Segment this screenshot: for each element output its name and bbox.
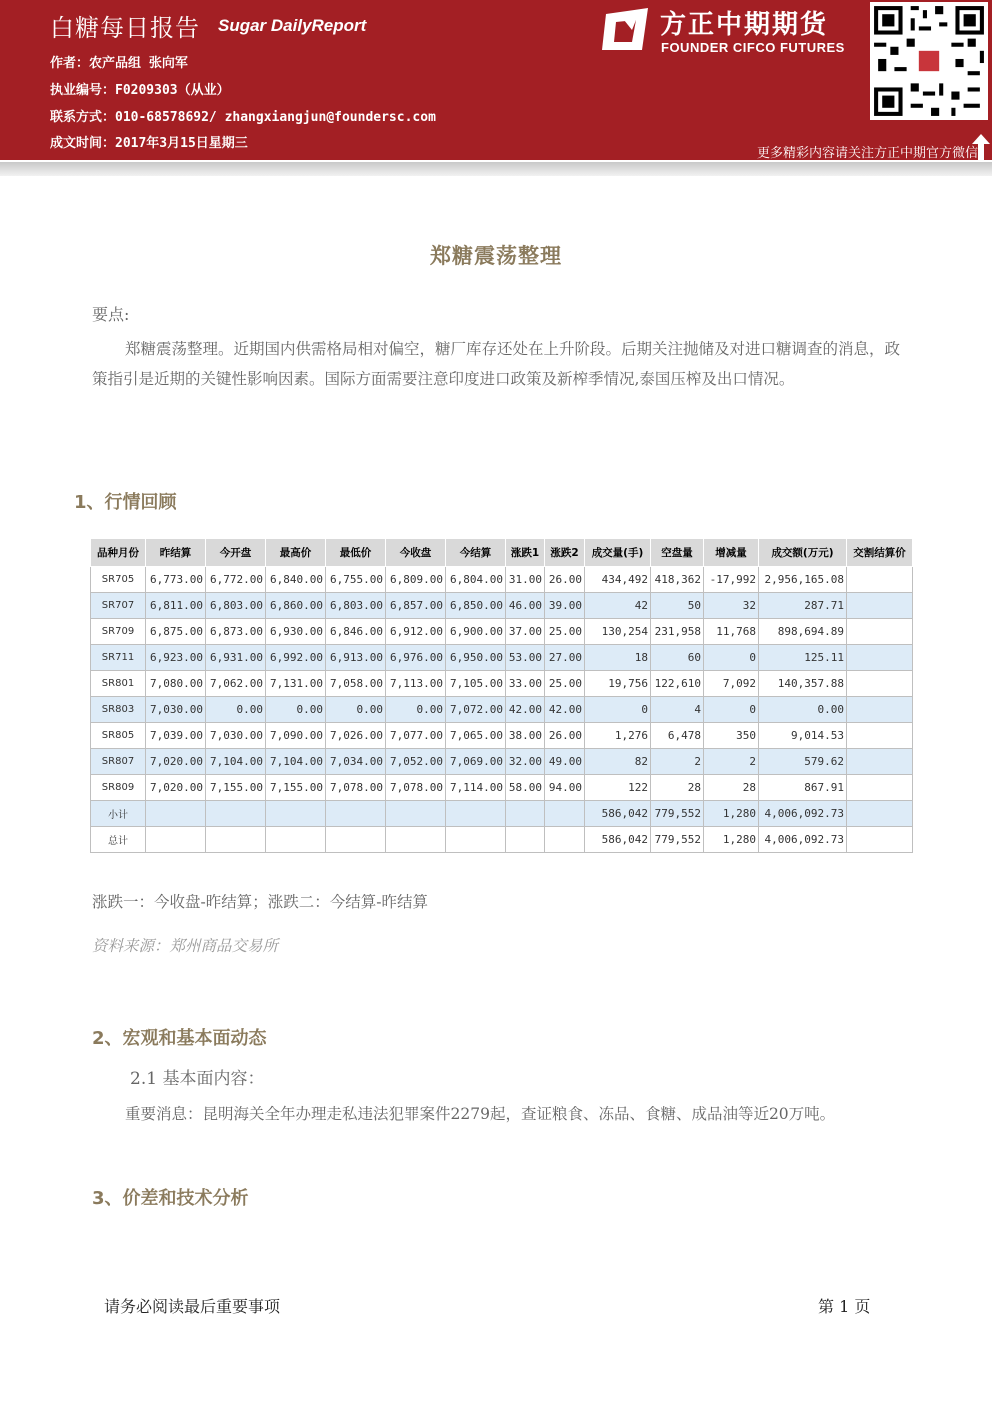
contract-cell: SR805 bbox=[91, 723, 146, 749]
table-cell: -17,992 bbox=[704, 567, 759, 593]
table-header-cell: 涨跌1 bbox=[506, 539, 545, 567]
table-cell: 0 bbox=[704, 645, 759, 671]
table-cell: 6,478 bbox=[651, 723, 704, 749]
table-header-cell: 最低价 bbox=[326, 539, 386, 567]
founder-logo-icon bbox=[602, 4, 652, 54]
table-header-cell: 交割结算价 bbox=[847, 539, 913, 567]
table-cell: 418,362 bbox=[651, 567, 704, 593]
report-title: 白糖每日报告 bbox=[50, 14, 200, 42]
doc-title: 郑糖震荡整理 bbox=[430, 244, 562, 268]
table-cell: 7,113.00 bbox=[386, 671, 446, 697]
table-cell bbox=[326, 801, 386, 827]
table-header-cell: 今结算 bbox=[446, 539, 506, 567]
change-definition-note: 涨跌一：今收盘-昨结算；涨跌二：今结算-昨结算 bbox=[92, 893, 428, 911]
table-row bbox=[91, 671, 913, 697]
table-cell: 27.00 bbox=[545, 645, 585, 671]
table-cell bbox=[146, 827, 206, 853]
table-header-cell: 今收盘 bbox=[386, 539, 446, 567]
contract-cell: SR801 bbox=[91, 671, 146, 697]
table-row bbox=[91, 801, 913, 827]
contact-line: 联系方式：010-68578692/ zhangxiangjun@foundersc.com bbox=[50, 110, 436, 125]
table-cell: 26.00 bbox=[545, 723, 585, 749]
table-cell bbox=[506, 827, 545, 853]
table-cell: 0.00 bbox=[206, 697, 266, 723]
table-header-row bbox=[91, 539, 913, 567]
quotes-table bbox=[90, 538, 913, 853]
table-row bbox=[91, 749, 913, 775]
table-cell: 2,956,165.08 bbox=[759, 567, 847, 593]
table-cell bbox=[266, 801, 326, 827]
table-cell: 19,756 bbox=[585, 671, 651, 697]
table-cell: 7,155.00 bbox=[266, 775, 326, 801]
table-cell bbox=[847, 645, 913, 671]
table-cell bbox=[146, 801, 206, 827]
header-divider bbox=[0, 162, 992, 176]
table-cell: 6,755.00 bbox=[326, 567, 386, 593]
table-cell: 7,069.00 bbox=[446, 749, 506, 775]
table-cell: 6,809.00 bbox=[386, 567, 446, 593]
table-cell: 6,900.00 bbox=[446, 619, 506, 645]
table-cell bbox=[206, 801, 266, 827]
contract-cell: SR709 bbox=[91, 619, 146, 645]
logo-chinese: 方正中期期货 bbox=[660, 10, 829, 40]
table-cell: 122 bbox=[585, 775, 651, 801]
table-cell: 586,042 bbox=[585, 827, 651, 853]
table-cell: 122,610 bbox=[651, 671, 704, 697]
table-cell bbox=[847, 697, 913, 723]
table-cell: 898,694.89 bbox=[759, 619, 847, 645]
table-cell: 1,280 bbox=[704, 801, 759, 827]
table-header-cell: 昨结算 bbox=[146, 539, 206, 567]
table-cell: 7,077.00 bbox=[386, 723, 446, 749]
table-cell bbox=[847, 619, 913, 645]
table-cell: 6,923.00 bbox=[146, 645, 206, 671]
table-cell: 7,104.00 bbox=[266, 749, 326, 775]
license-line: 执业编号：F0209303（从业） bbox=[50, 83, 230, 98]
table-cell: 38.00 bbox=[506, 723, 545, 749]
data-source: 资料来源：郑州商品交易所 bbox=[92, 937, 279, 955]
table-row bbox=[91, 645, 913, 671]
table-cell: 4 bbox=[651, 697, 704, 723]
table-cell: 6,992.00 bbox=[266, 645, 326, 671]
table-cell: 7,155.00 bbox=[206, 775, 266, 801]
table-cell: 33.00 bbox=[506, 671, 545, 697]
table-cell bbox=[545, 801, 585, 827]
table-cell: 7,026.00 bbox=[326, 723, 386, 749]
table-header-cell: 空盘量 bbox=[651, 539, 704, 567]
table-cell bbox=[386, 801, 446, 827]
table-cell: 42 bbox=[585, 593, 651, 619]
table-cell: 2 bbox=[704, 749, 759, 775]
author-line: 作者：农产品组 张向军 bbox=[50, 56, 188, 71]
table-cell: 4,006,092.73 bbox=[759, 801, 847, 827]
table-cell: 6,912.00 bbox=[386, 619, 446, 645]
table-cell: 37.00 bbox=[506, 619, 545, 645]
table-cell: 7,078.00 bbox=[326, 775, 386, 801]
table-cell: 7,080.00 bbox=[146, 671, 206, 697]
section-spread-technical: 3、价差和技术分析 bbox=[92, 1188, 249, 1209]
table-cell bbox=[326, 827, 386, 853]
table-cell: 7,034.00 bbox=[326, 749, 386, 775]
contract-cell: 总计 bbox=[91, 827, 146, 853]
table-cell: 25.00 bbox=[545, 619, 585, 645]
table-cell: 0 bbox=[585, 697, 651, 723]
table-cell: 28 bbox=[704, 775, 759, 801]
table-cell: 6,803.00 bbox=[206, 593, 266, 619]
table-cell: 6,811.00 bbox=[146, 593, 206, 619]
table-cell: 6,875.00 bbox=[146, 619, 206, 645]
table-header-cell: 成交额(万元) bbox=[759, 539, 847, 567]
table-cell: 7,030.00 bbox=[146, 697, 206, 723]
table-cell bbox=[847, 567, 913, 593]
table-cell: 6,773.00 bbox=[146, 567, 206, 593]
table-header-cell: 品种月份 bbox=[91, 539, 146, 567]
table-cell: 579.62 bbox=[759, 749, 847, 775]
table-cell: 779,552 bbox=[651, 827, 704, 853]
contract-cell: SR705 bbox=[91, 567, 146, 593]
up-arrow-icon bbox=[972, 134, 990, 160]
section-macro-fundamentals: 2、宏观和基本面动态 bbox=[92, 1028, 267, 1049]
table-cell: 25.00 bbox=[545, 671, 585, 697]
table-cell: 130,254 bbox=[585, 619, 651, 645]
table-cell bbox=[847, 671, 913, 697]
table-cell bbox=[847, 723, 913, 749]
table-cell: 46.00 bbox=[506, 593, 545, 619]
table-cell: 7,030.00 bbox=[206, 723, 266, 749]
table-header-cell: 今开盘 bbox=[206, 539, 266, 567]
table-row bbox=[91, 593, 913, 619]
report-header bbox=[0, 0, 992, 160]
table-cell: 6,873.00 bbox=[206, 619, 266, 645]
table-row bbox=[91, 775, 913, 801]
table-cell bbox=[506, 801, 545, 827]
table-cell: 7,020.00 bbox=[146, 775, 206, 801]
table-cell bbox=[847, 775, 913, 801]
table-cell: 58.00 bbox=[506, 775, 545, 801]
contract-cell: 小计 bbox=[91, 801, 146, 827]
page-number: 第 1 页 bbox=[818, 1297, 871, 1316]
contract-cell: SR803 bbox=[91, 697, 146, 723]
table-cell: 9,014.53 bbox=[759, 723, 847, 749]
wechat-note: 更多精彩内容请关注方正中期官方微信 bbox=[756, 146, 978, 161]
table-cell: 6,950.00 bbox=[446, 645, 506, 671]
table-cell bbox=[847, 801, 913, 827]
table-cell: 31.00 bbox=[506, 567, 545, 593]
table-cell: 1,276 bbox=[585, 723, 651, 749]
table-cell bbox=[847, 749, 913, 775]
table-row bbox=[91, 697, 913, 723]
table-cell: 125.11 bbox=[759, 645, 847, 671]
table-cell: 7,104.00 bbox=[206, 749, 266, 775]
table-cell: 779,552 bbox=[651, 801, 704, 827]
keypoints-label: 要点: bbox=[92, 305, 130, 324]
table-cell: 0.00 bbox=[326, 697, 386, 723]
table-cell: 6,804.00 bbox=[446, 567, 506, 593]
contract-cell: SR711 bbox=[91, 645, 146, 671]
table-cell: 6,803.00 bbox=[326, 593, 386, 619]
table-cell: 287.71 bbox=[759, 593, 847, 619]
table-cell: 18 bbox=[585, 645, 651, 671]
table-cell: 49.00 bbox=[545, 749, 585, 775]
table-cell: 2 bbox=[651, 749, 704, 775]
table-cell: 7,090.00 bbox=[266, 723, 326, 749]
table-cell: 53.00 bbox=[506, 645, 545, 671]
subsection-fundamentals: 2.1 基本面内容： bbox=[130, 1069, 265, 1089]
table-cell: 6,850.00 bbox=[446, 593, 506, 619]
table-cell: 4,006,092.73 bbox=[759, 827, 847, 853]
table-cell: 6,913.00 bbox=[326, 645, 386, 671]
table-cell bbox=[847, 593, 913, 619]
table-cell: 6,860.00 bbox=[266, 593, 326, 619]
table-cell bbox=[847, 827, 913, 853]
table-cell: 231,958 bbox=[651, 619, 704, 645]
contract-cell: SR809 bbox=[91, 775, 146, 801]
section-market-review: 1、行情回顾 bbox=[74, 492, 177, 513]
table-cell: 39.00 bbox=[545, 593, 585, 619]
news-paragraph: 重要消息：昆明海关全年办理走私违法犯罪案件2279起，查证粮食、冻品、食糖、成品油等近20万吨。 bbox=[125, 1105, 836, 1123]
summary-paragraph: 郑糖震荡整理。近期国内供需格局相对偏空，糖厂库存还处在上升阶段。后期关注抛储及对进口糖调查的消息，政策指引是近期的关键性影响因素。国际方面需要注意印度进口政策及新榨季情况,泰国压榨及出口情况。 bbox=[92, 340, 901, 388]
table-cell: 7,052.00 bbox=[386, 749, 446, 775]
table-cell: 6,857.00 bbox=[386, 593, 446, 619]
table-cell: 6,846.00 bbox=[326, 619, 386, 645]
table-cell bbox=[386, 827, 446, 853]
table-cell: 7,072.00 bbox=[446, 697, 506, 723]
table-cell: 50 bbox=[651, 593, 704, 619]
table-cell: 1,280 bbox=[704, 827, 759, 853]
report-subtitle: Sugar DailyReport bbox=[218, 16, 367, 35]
table-cell: 7,062.00 bbox=[206, 671, 266, 697]
qr-code-icon bbox=[870, 2, 988, 120]
table-cell bbox=[446, 827, 506, 853]
table-cell: 7,092 bbox=[704, 671, 759, 697]
table-header-cell: 涨跌2 bbox=[545, 539, 585, 567]
table-cell: 32.00 bbox=[506, 749, 545, 775]
table-cell: 7,020.00 bbox=[146, 749, 206, 775]
table-cell: 7,105.00 bbox=[446, 671, 506, 697]
table-cell: 0.00 bbox=[386, 697, 446, 723]
table-cell: 42.00 bbox=[506, 697, 545, 723]
table-cell: 7,058.00 bbox=[326, 671, 386, 697]
table-cell bbox=[446, 801, 506, 827]
contract-cell: SR807 bbox=[91, 749, 146, 775]
table-cell: 60 bbox=[651, 645, 704, 671]
table-cell: 586,042 bbox=[585, 801, 651, 827]
table-cell: 0 bbox=[704, 697, 759, 723]
table-cell: 7,078.00 bbox=[386, 775, 446, 801]
table-row bbox=[91, 567, 913, 593]
logo-english: FOUNDER CIFCO FUTURES bbox=[661, 40, 845, 55]
footer-notice: 请务必阅读最后重要事项 bbox=[104, 1297, 281, 1316]
table-cell bbox=[545, 827, 585, 853]
table-cell: 867.91 bbox=[759, 775, 847, 801]
table-cell: 26.00 bbox=[545, 567, 585, 593]
date-line: 成文时间：2017年3月15日星期三 bbox=[50, 136, 248, 151]
table-cell: 140,357.88 bbox=[759, 671, 847, 697]
table-header-cell: 成交量(手) bbox=[585, 539, 651, 567]
table-cell: 6,772.00 bbox=[206, 567, 266, 593]
table-row bbox=[91, 723, 913, 749]
table-cell: 32 bbox=[704, 593, 759, 619]
table-cell: 82 bbox=[585, 749, 651, 775]
table-cell: 42.00 bbox=[545, 697, 585, 723]
table-cell bbox=[206, 827, 266, 853]
table-cell bbox=[266, 827, 326, 853]
table-cell: 94.00 bbox=[545, 775, 585, 801]
table-cell: 7,114.00 bbox=[446, 775, 506, 801]
table-cell: 11,768 bbox=[704, 619, 759, 645]
table-cell: 434,492 bbox=[585, 567, 651, 593]
table-cell: 6,930.00 bbox=[266, 619, 326, 645]
contract-cell: SR707 bbox=[91, 593, 146, 619]
table-row bbox=[91, 827, 913, 853]
table-header-cell: 最高价 bbox=[266, 539, 326, 567]
table-row bbox=[91, 619, 913, 645]
table-header-cell: 增减量 bbox=[704, 539, 759, 567]
table-cell: 7,039.00 bbox=[146, 723, 206, 749]
table-cell: 6,840.00 bbox=[266, 567, 326, 593]
table-cell: 0.00 bbox=[266, 697, 326, 723]
table-cell: 7,065.00 bbox=[446, 723, 506, 749]
table-cell: 6,931.00 bbox=[206, 645, 266, 671]
table-cell: 350 bbox=[704, 723, 759, 749]
table-cell: 6,976.00 bbox=[386, 645, 446, 671]
table-cell: 28 bbox=[651, 775, 704, 801]
table-cell: 7,131.00 bbox=[266, 671, 326, 697]
table-cell: 0.00 bbox=[759, 697, 847, 723]
